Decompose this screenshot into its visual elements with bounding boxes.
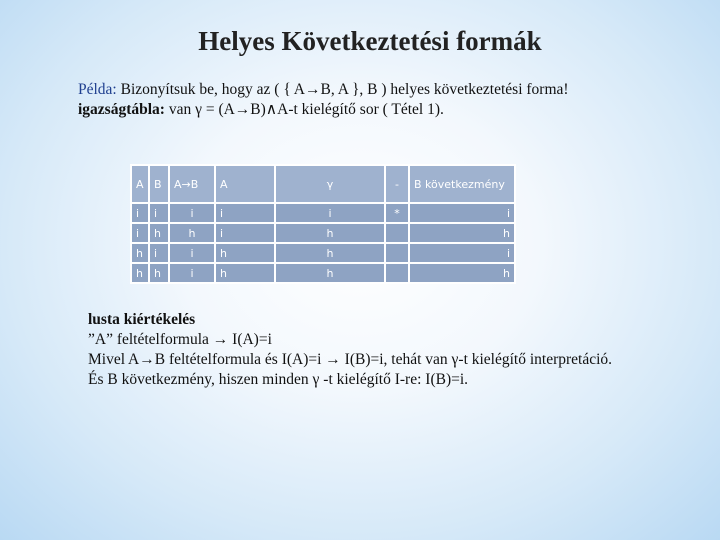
header-cell: γ	[275, 165, 385, 203]
lazy-evaluation-line: Mivel A→B feltételformula és I(A)=i → I(B)=i, tehát van γ-t kielégítő interpretáció.	[88, 351, 613, 368]
table-cell: h	[275, 263, 385, 283]
table-cell: h	[149, 263, 169, 283]
lazy-evaluation-section	[88, 310, 688, 390]
table-cell: i	[149, 243, 169, 263]
table-cell: i	[149, 203, 169, 223]
lazy-evaluation-line: ”A” feltételformula → I(A)=i	[88, 331, 272, 348]
table-cell: h	[275, 223, 385, 243]
table-cell	[385, 223, 409, 243]
table-cell: h	[409, 223, 515, 243]
slide-title: Helyes Következtetési formák	[198, 26, 542, 56]
table-cell: i	[169, 203, 215, 223]
header-cell: -	[385, 165, 409, 203]
header-cell: A	[131, 165, 149, 203]
lazy-evaluation-line: És B következmény, hiszen minden γ -t kielégítő I-re: I(B)=i.	[88, 371, 469, 388]
table-cell: i	[409, 203, 515, 223]
example-label: Példa:	[78, 81, 117, 98]
table-cell: h	[215, 263, 275, 283]
table-cell: h	[169, 223, 215, 243]
table-cell: h	[149, 223, 169, 243]
table-row	[131, 203, 515, 223]
table-cell: i	[215, 203, 275, 223]
table-cell: i	[131, 203, 149, 223]
example-text: Bizonyítsuk be, hogy az ( { A→B, A }, B ) helyes következtetési forma!	[116, 81, 569, 98]
table-row	[131, 243, 515, 263]
table-cell: i	[215, 223, 275, 243]
header-cell: B	[149, 165, 169, 203]
table-cell: h	[215, 243, 275, 263]
truth-table	[130, 164, 516, 284]
header-cell: B következmény	[409, 165, 515, 203]
table-row	[131, 263, 515, 283]
table-cell: h	[275, 243, 385, 263]
intro-paragraph	[78, 80, 638, 120]
truth-table-text: van γ = (A→B)∧A-t kielégítő sor ( Tétel 1).	[164, 101, 444, 118]
table-cell: h	[409, 263, 515, 283]
table-cell	[385, 263, 409, 283]
table-cell: *	[385, 203, 409, 223]
table-cell: i	[169, 243, 215, 263]
header-cell: A	[215, 165, 275, 203]
lazy-evaluation-heading: lusta kiértékelés	[88, 311, 196, 328]
header-cell: A→B	[169, 165, 215, 203]
table-header-row	[131, 165, 515, 203]
table-cell: i	[409, 243, 515, 263]
table-cell: h	[131, 243, 149, 263]
table-cell	[385, 243, 409, 263]
table-cell: i	[131, 223, 149, 243]
table-cell: i	[275, 203, 385, 223]
table-row	[131, 223, 515, 243]
table-cell: i	[169, 263, 215, 283]
truth-table-label: igazságtábla:	[78, 101, 165, 118]
table-cell: h	[131, 263, 149, 283]
